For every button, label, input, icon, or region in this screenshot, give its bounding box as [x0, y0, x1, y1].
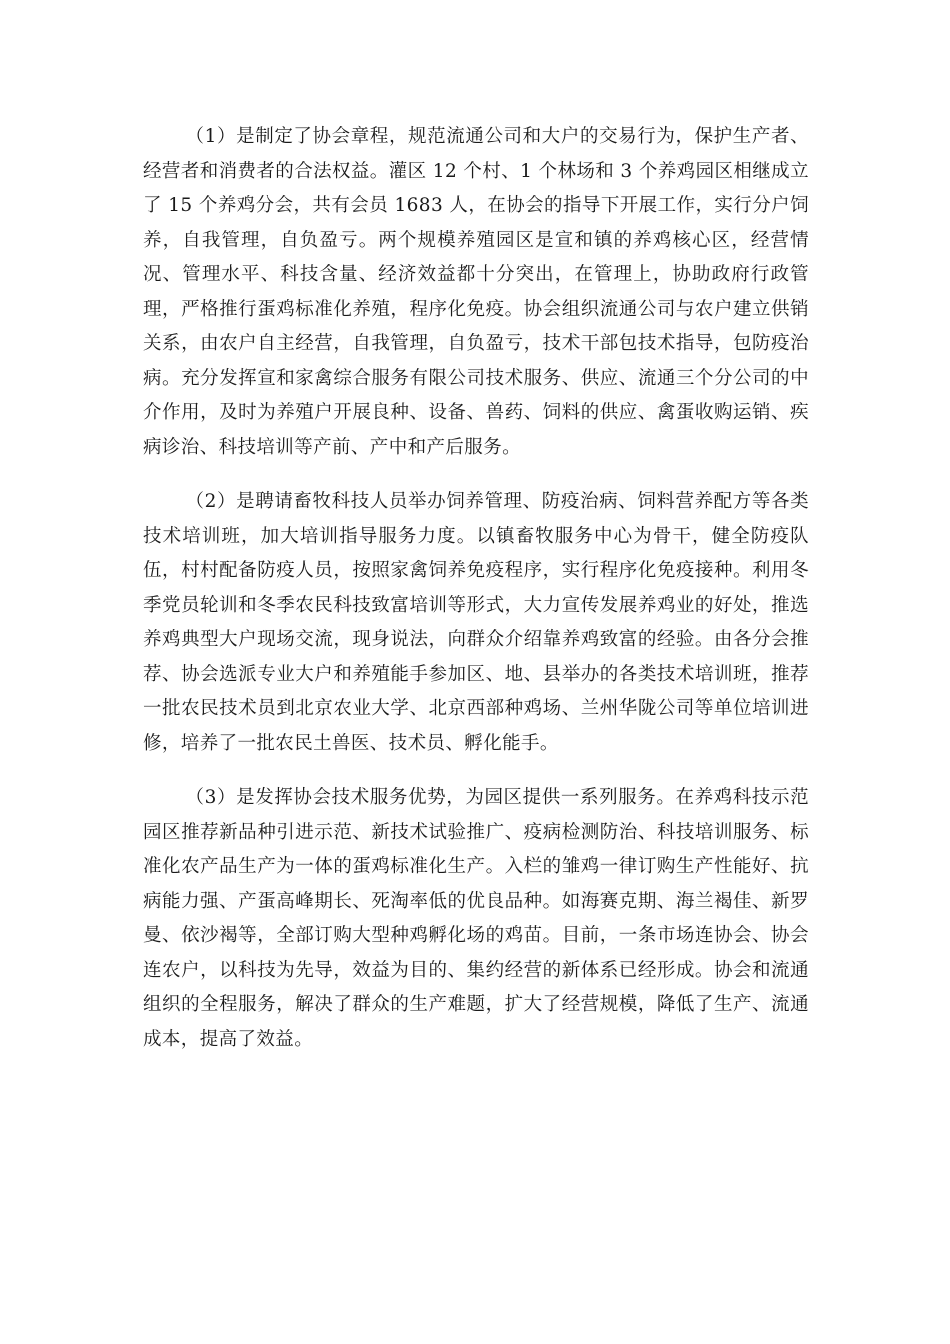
paragraph-2: （2）是聘请畜牧科技人员举办饲养管理、防疫治病、饲料营养配方等各类技术培训班，加大培训指导服务力度。以镇畜牧服务中心为骨干，健全防疫队伍，村村配备防疫人员，按照家禽饲养免疫程序，实行程序化免疫接种。利用冬季党员轮训和冬季农民科技致富培训等形式，大力宣传发展养鸡业的好处，推选养鸡典型大户现场交流，现身说法，向群众介绍靠养鸡致富的经验。由各分会推荐、协会选派专业大户和养殖能手参加区、地、县举办的各类技术培训班，推荐一批农民技术员到北京农业大学、北京西部种鸡场、兰州华陇公司等单位培训进修，培养了一批农民土兽医、技术员、孵化能手。	[143, 491, 809, 754]
paragraph-3: （3）是发挥协会技术服务优势，为园区提供一系列服务。在养鸡科技示范园区推荐新品种引进示范、新技术试验推广、疫病检测防治、科技培训服务、标准化农产品生产为一体的蛋鸡标准化生产。入栏的雏鸡一律订购生产性能好、抗病能力强、产蛋高峰期长、死淘率低的优良品种。如海赛克期、海兰褐佳、新罗曼、依沙褐等，全部订购大型种鸡孵化场的鸡苗。目前，一条市场连协会、协会连农户，以科技为先导，效益为目的、集约经营的新体系已经形成。协会和流通组织的全程服务，解决了群众的生产难题，扩大了经营规模，降低了生产、流通成本，提高了效益。	[143, 787, 809, 1050]
paragraph-1: （1）是制定了协会章程，规范流通公司和大户的交易行为，保护生产者、经营者和消费者的合法权益。灌区 12 个村、1 个林场和 3 个养鸡园区相继成立了 15 个养鸡分会，共有会员 1683 人，在协会的指导下开展工作，实行分户饲养，自我管理，自负盈亏。两个规模养殖园区是宣和镇的养鸡核心区，经营情况、管理水平、科技含量、经济效益都十分突出，在管理上，协助政府行政管理，严格推行蛋鸡标准化养殖，程序化免疫。协会组织流通公司与农户建立供销关系，由农户自主经营，自我管理，自负盈亏，技术干部包技术指导，包防疫治病。充分发挥宣和家禽综合服务有限公司技术服务、供应、流通三个分公司的中介作用，及时为养殖户开展良种、设备、兽药、饲料的供应、禽蛋收购运销、疾病诊治、科技培训等产前、产中和产后服务。	[143, 126, 809, 458]
document-page	[143, 120, 809, 1077]
